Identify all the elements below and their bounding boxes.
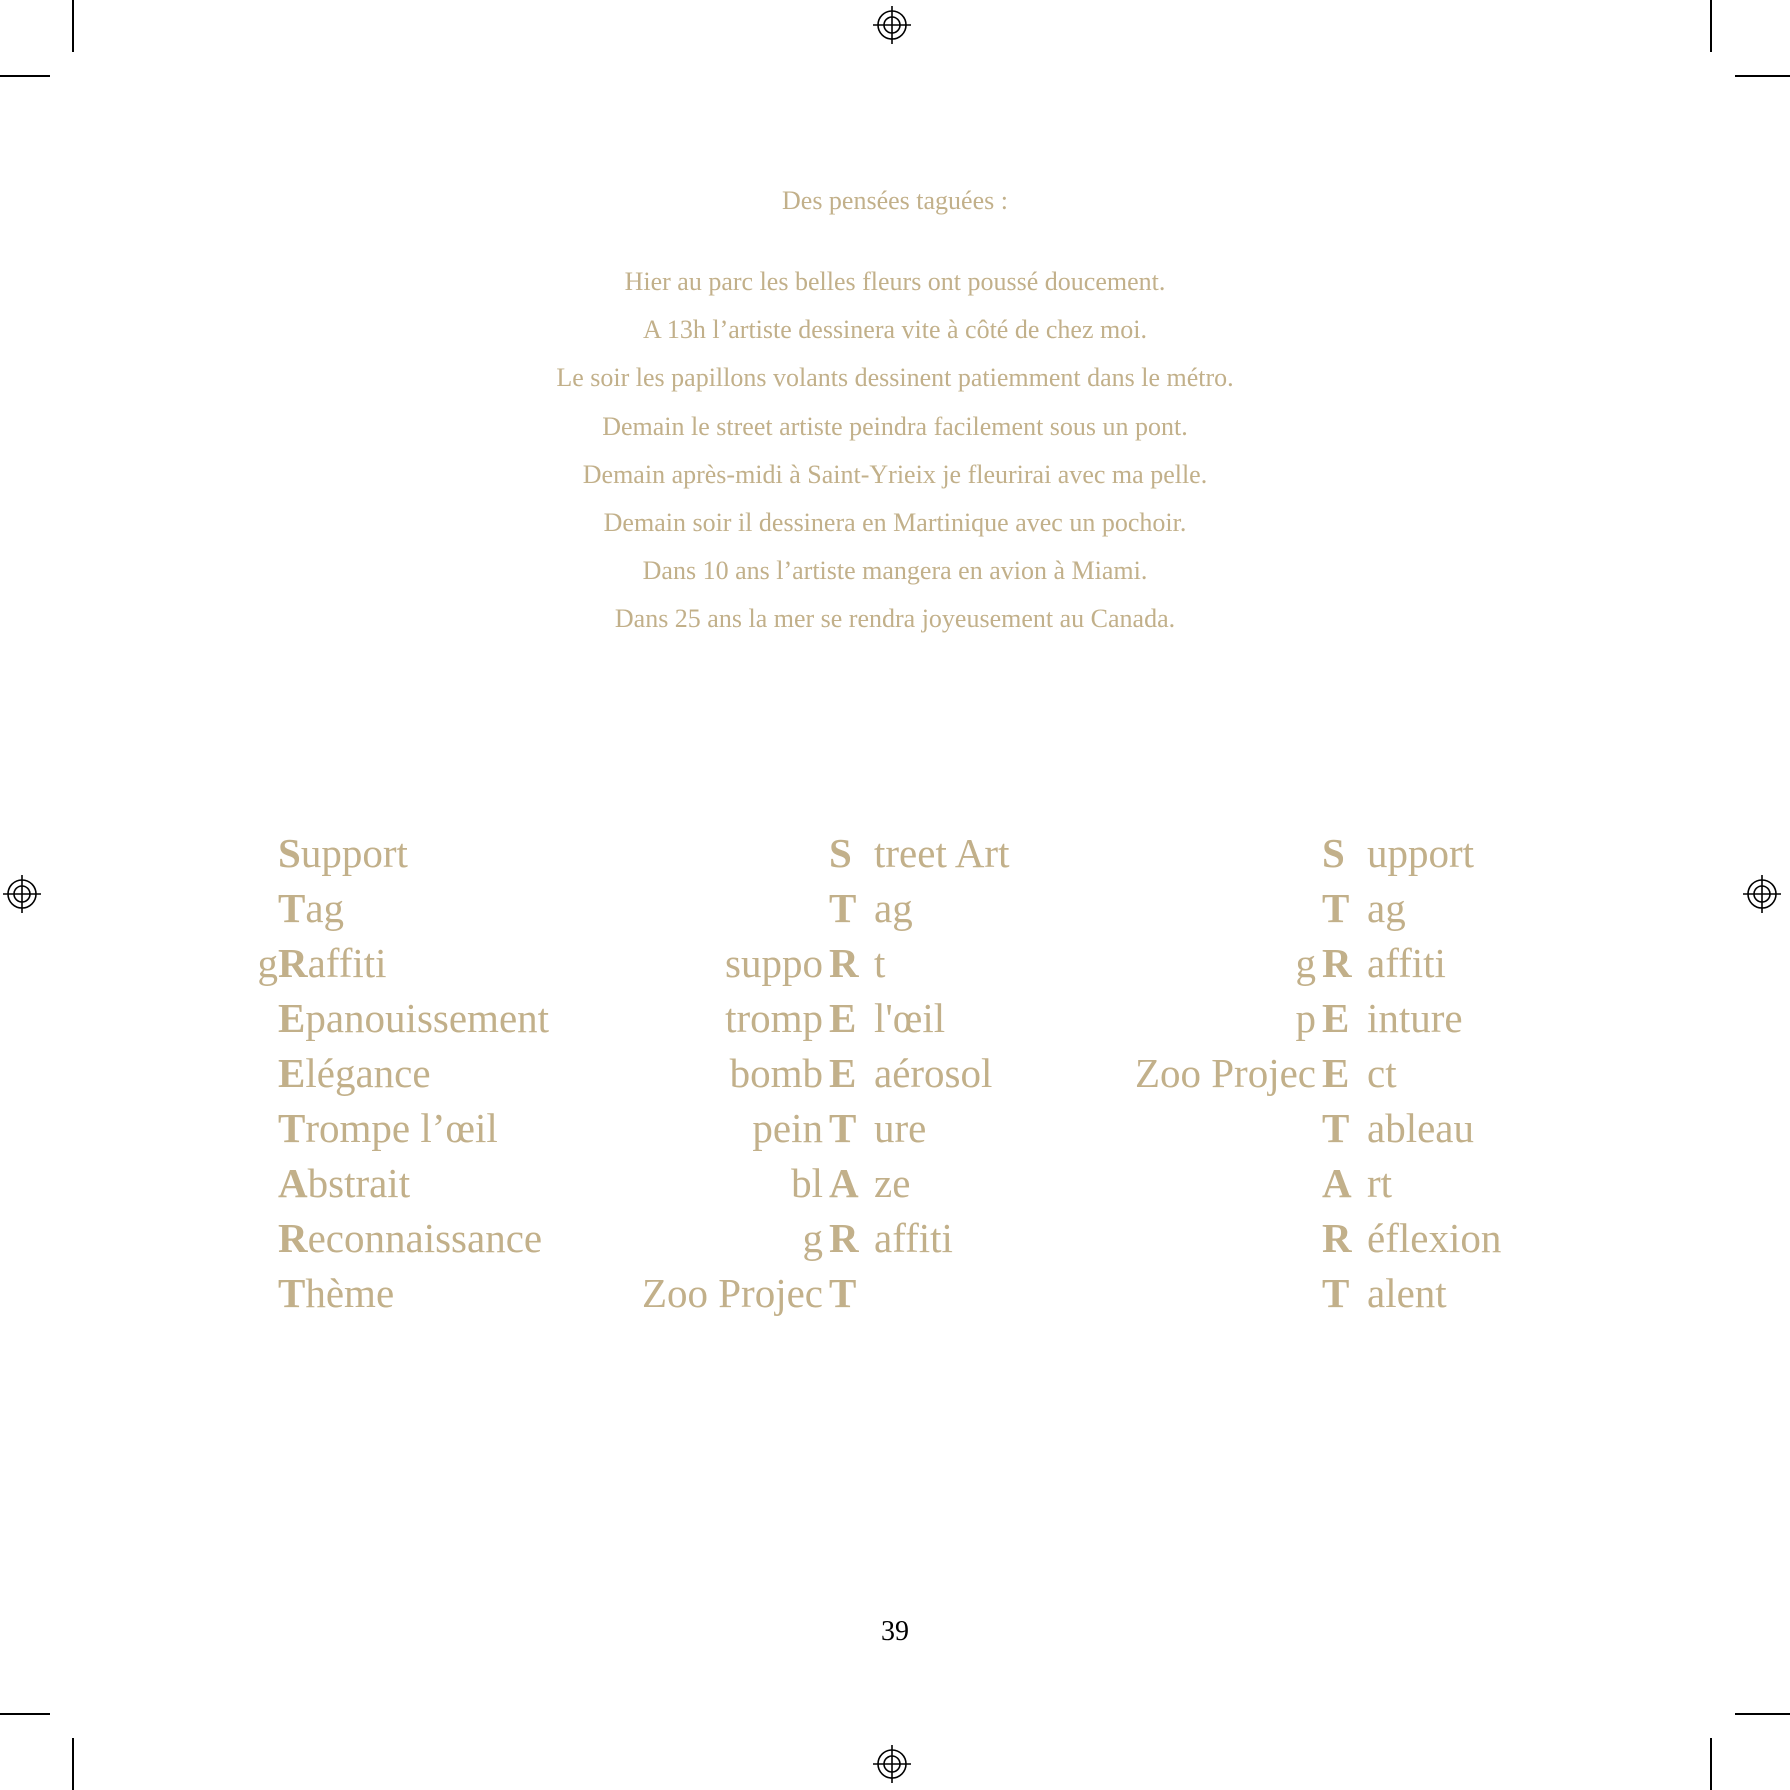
acrostic-row xyxy=(0,936,1501,991)
acrostic-cap: R xyxy=(278,1215,308,1261)
acrostic-pre: pein xyxy=(752,1105,823,1151)
acrostic-cap: A xyxy=(829,1160,859,1206)
acrostic-cap: R xyxy=(1322,1215,1352,1261)
acrostic-cap: T xyxy=(278,885,306,931)
registration-mark-icon xyxy=(1742,874,1782,914)
acrostic-cap: R xyxy=(829,1215,859,1261)
registration-mark-icon xyxy=(872,5,912,45)
acrostic-cap: T xyxy=(278,1105,306,1151)
crop-mark xyxy=(0,1713,50,1715)
acrostic-pre xyxy=(0,1101,1322,1156)
acrostic-cap: S xyxy=(1322,830,1345,876)
acrostic-row xyxy=(0,1156,1501,1211)
crop-mark xyxy=(1735,1713,1790,1715)
poem-line: Demain soir il dessinera en Martinique avec un pochoir. xyxy=(603,508,1187,538)
acrostic-pre: Zoo Projec xyxy=(1134,1050,1316,1096)
acrostic-post: ze xyxy=(874,1160,911,1206)
acrostic-post: bstrait xyxy=(307,1160,411,1206)
acrostic-post: ct xyxy=(1367,1050,1397,1096)
acrostic-row xyxy=(0,1266,1501,1321)
acrostic-cap: T xyxy=(1322,885,1350,931)
acrostic-cap: R xyxy=(278,940,308,986)
acrostic-pre: suppo xyxy=(725,940,823,986)
acrostic-cap: A xyxy=(278,1160,308,1206)
acrostic-column-3 xyxy=(0,826,1501,1321)
acrostic-post: treet Art xyxy=(874,830,1010,876)
crop-mark xyxy=(1710,0,1712,52)
acrostic-pre: Zoo Projec xyxy=(641,1270,823,1316)
acrostic-post: panouissement xyxy=(305,995,550,1041)
acrostic-cap: E xyxy=(278,995,306,1041)
page-number: 39 xyxy=(881,1616,909,1647)
acrostic-cap: S xyxy=(278,830,301,876)
acrostic-post: affiti xyxy=(874,1215,953,1261)
acrostic-cap: T xyxy=(829,1105,857,1151)
registration-mark-icon xyxy=(872,1744,912,1784)
poem-line: Dans 25 ans la mer se rendra joyeusement au Canada. xyxy=(614,604,1176,634)
crop-mark xyxy=(0,75,50,77)
acrostic-post: légance xyxy=(305,1050,431,1096)
acrostic-pre: g xyxy=(802,1215,823,1261)
acrostic-post: ag xyxy=(874,885,913,931)
poem xyxy=(0,258,1790,644)
crop-mark xyxy=(72,0,74,52)
acrostic-cap: S xyxy=(829,830,852,876)
poem-line: Dans 10 ans l’artiste mangera en avion à Miami. xyxy=(642,556,1148,586)
crop-mark xyxy=(1735,75,1790,77)
acrostic-row xyxy=(0,1211,1501,1266)
acrostic-pre xyxy=(0,1266,1322,1321)
acrostic-post: rt xyxy=(1367,1160,1393,1206)
poem-line: Demain après-midi à Saint-Yrieix je fleurirai avec ma pelle. xyxy=(582,459,1208,489)
acrostic-post: econnaissance xyxy=(307,1215,543,1261)
acrostic-row xyxy=(0,881,1501,936)
acrostic-row xyxy=(0,991,1501,1046)
acrostic-post: affiti xyxy=(1367,940,1446,986)
acrostic-cap: E xyxy=(278,1050,306,1096)
acrostic-post: inture xyxy=(1367,995,1463,1041)
acrostic-cap: T xyxy=(829,885,857,931)
acrostic-post: affiti xyxy=(307,940,387,986)
acrostic-post: ag xyxy=(1367,885,1406,931)
crop-mark xyxy=(72,1738,74,1790)
acrostic-pre: tromp xyxy=(725,995,823,1041)
acrostic-pre xyxy=(0,881,1322,936)
poem-line: Demain le street artiste peindra facilement sous un pont. xyxy=(602,411,1188,441)
acrostic-post: upport xyxy=(1367,830,1475,876)
acrostic-pre: bomb xyxy=(729,1050,823,1096)
poem-line: A 13h l’artiste dessinera vite à côté de chez moi. xyxy=(643,315,1147,345)
acrostic-row xyxy=(0,1101,1501,1156)
acrostic-cap: T xyxy=(1322,1105,1350,1151)
acrostic-post: éflexion xyxy=(1367,1215,1502,1261)
acrostic-cap: T xyxy=(1322,1270,1350,1316)
acrostic-cap: R xyxy=(1322,940,1352,986)
acrostic-pre xyxy=(0,1211,1322,1266)
acrostic-post: hème xyxy=(305,1270,395,1316)
acrostic-post: rompe l’œil xyxy=(305,1105,498,1151)
acrostic-post: l'œil xyxy=(874,995,946,1041)
acrostic-pre xyxy=(0,826,1322,881)
acrostic-post: alent xyxy=(1367,1270,1447,1316)
acrostic-post: t xyxy=(874,940,886,986)
acrostic-post: ag xyxy=(305,885,345,931)
acrostic-cap: A xyxy=(1322,1160,1352,1206)
acrostic-post: ableau xyxy=(1367,1105,1474,1151)
acrostic-post: aérosol xyxy=(874,1050,993,1096)
crop-mark xyxy=(1710,1738,1712,1790)
acrostic-cap: T xyxy=(278,1270,306,1316)
acrostic-cap: E xyxy=(829,995,857,1041)
acrostic-row xyxy=(0,826,1501,881)
acrostic-pre: bl xyxy=(791,1160,823,1206)
acrostic-cap: R xyxy=(829,940,859,986)
acrostic-post: upport xyxy=(300,830,408,876)
page-title: Des pensées taguées : xyxy=(782,186,1008,215)
acrostic-row xyxy=(0,1046,1501,1101)
acrostic-pre xyxy=(0,1156,1322,1211)
acrostic-pre: g xyxy=(257,940,278,986)
acrostic-pre: p xyxy=(1295,995,1316,1041)
acrostic-cap: E xyxy=(829,1050,857,1096)
acrostic-post: ure xyxy=(874,1105,927,1151)
poem-line: Hier au parc les belles fleurs ont poussé doucement. xyxy=(624,267,1166,296)
acrostic-cap: E xyxy=(1322,1050,1350,1096)
acrostic-cap: E xyxy=(1322,995,1350,1041)
acrostic-pre: g xyxy=(1295,940,1316,986)
poem-line: Le soir les papillons volants dessinent patiemment dans le métro. xyxy=(556,363,1234,393)
acrostic-cap: T xyxy=(829,1270,857,1316)
